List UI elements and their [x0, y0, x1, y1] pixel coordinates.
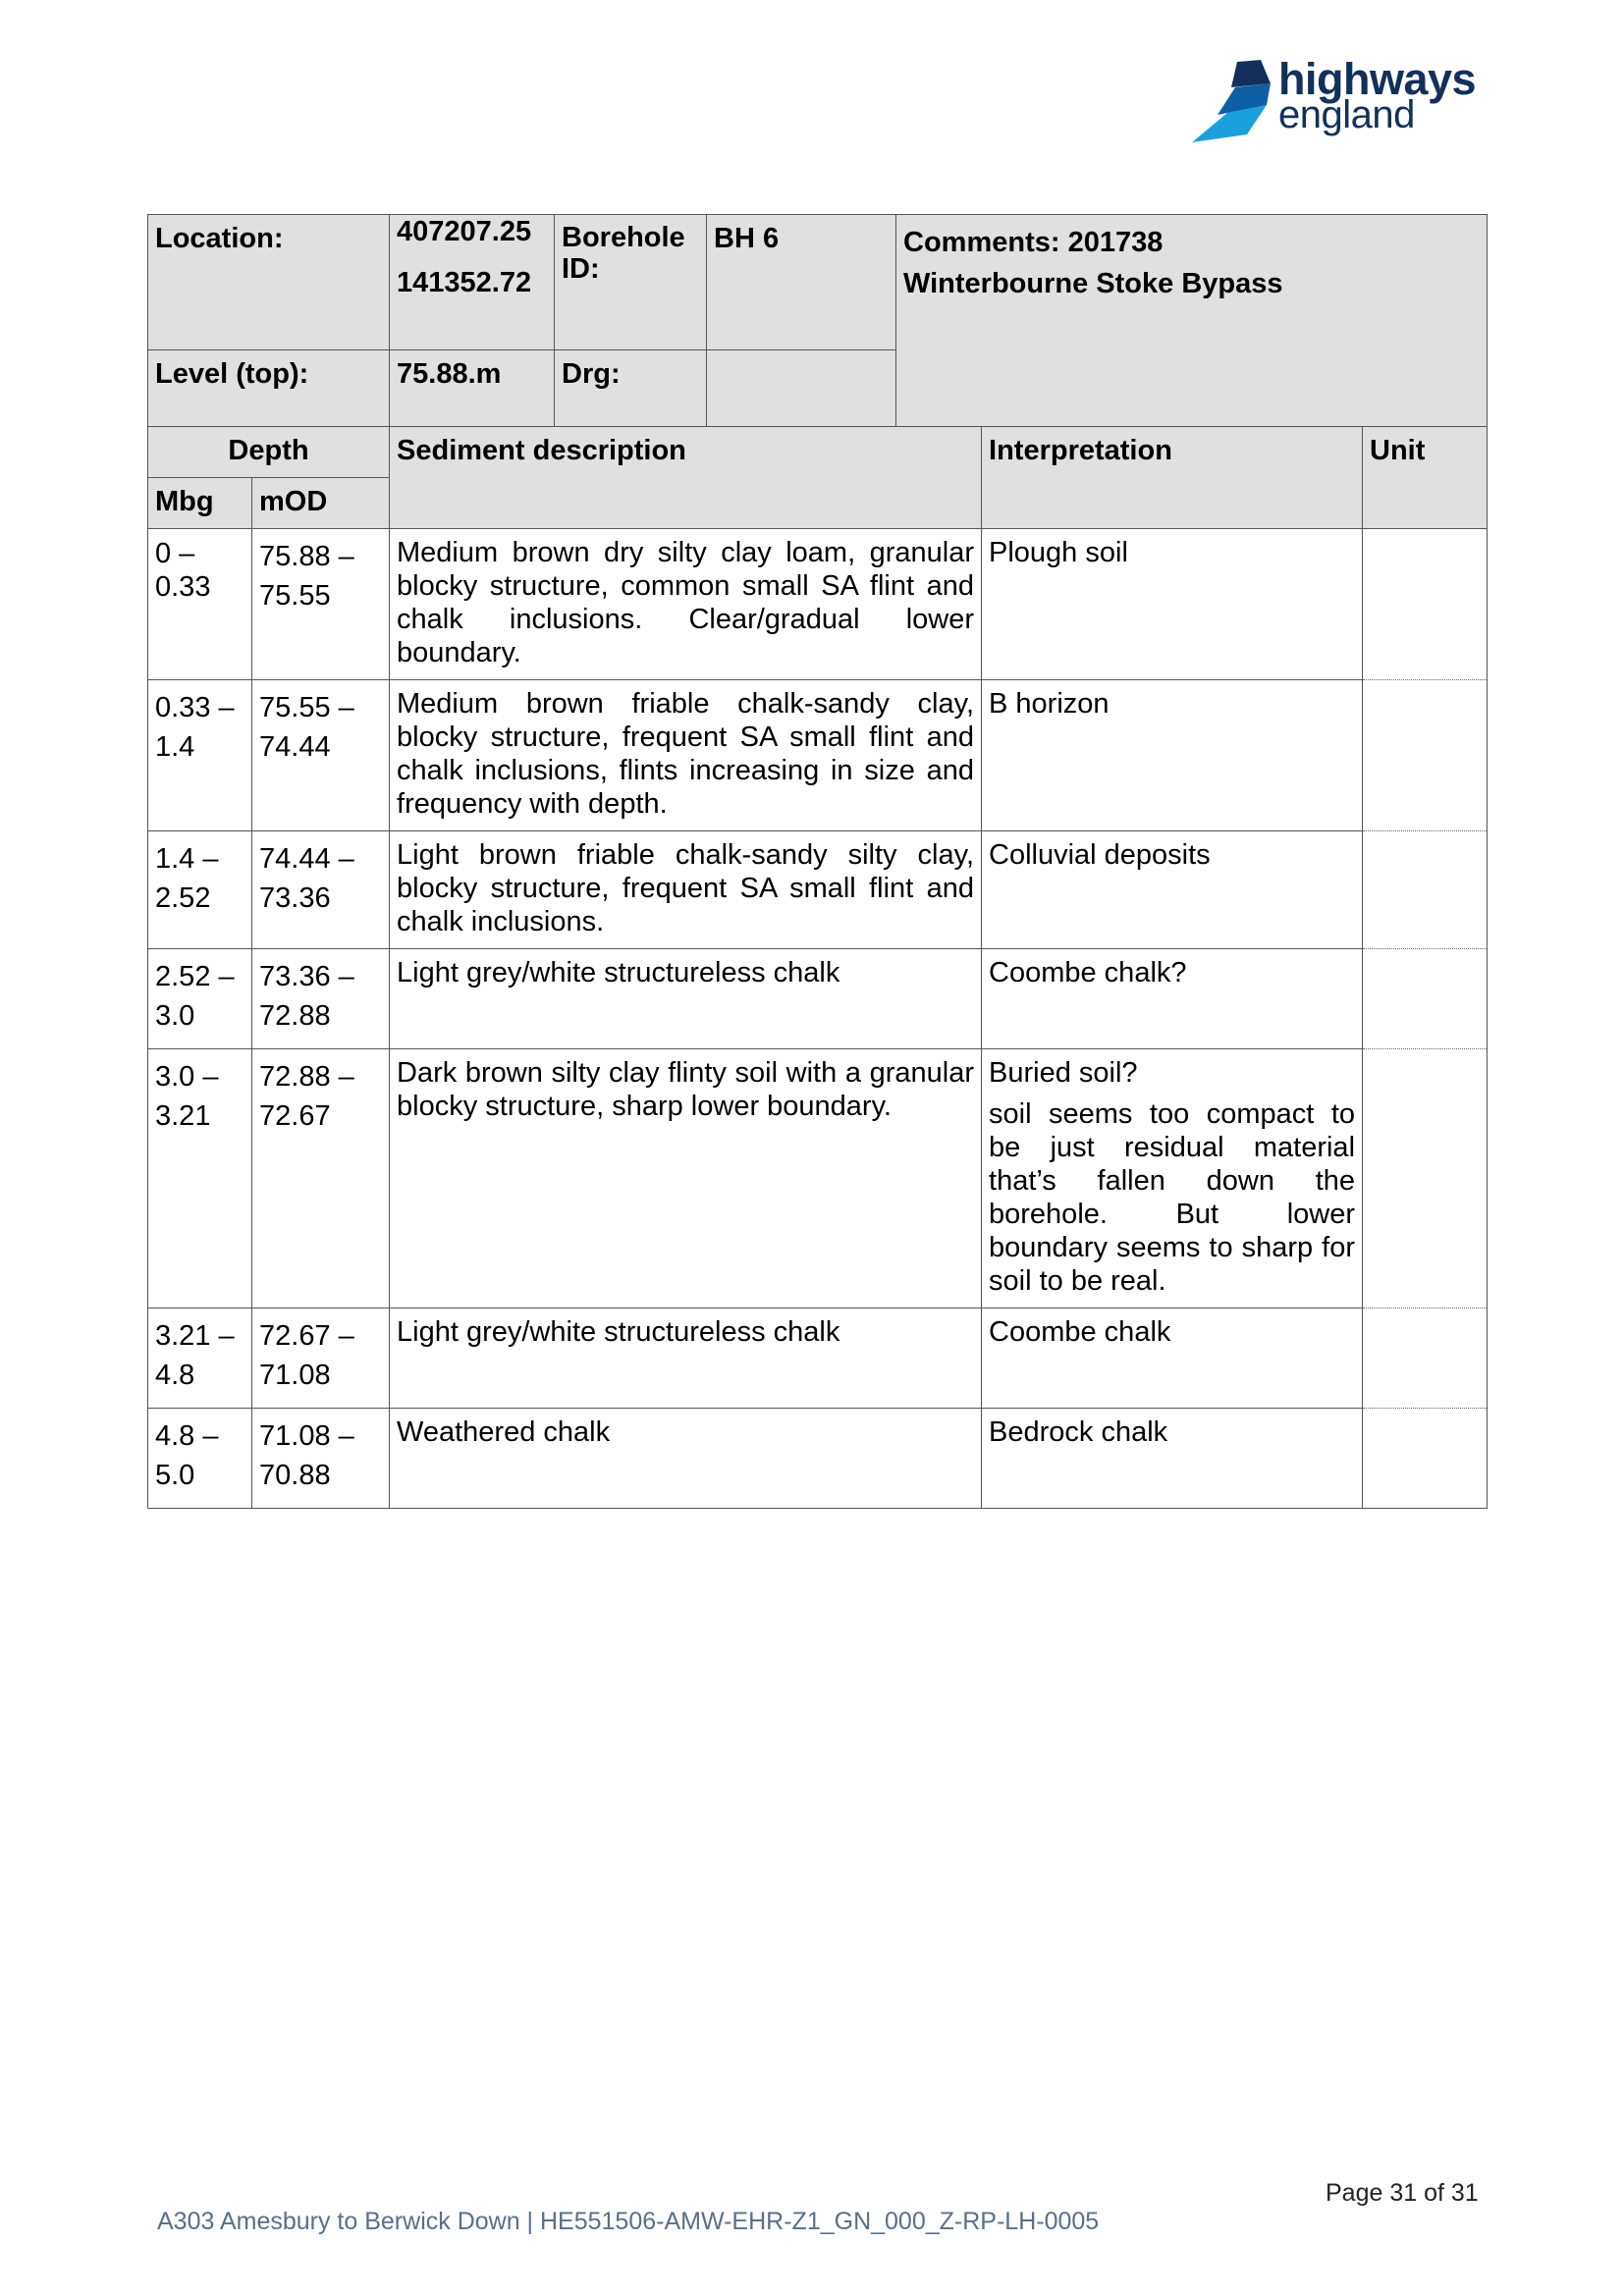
mod-cell: 71.08 – 70.88	[252, 1409, 390, 1509]
northing: 141352.72	[397, 267, 532, 298]
interpretation-cell	[982, 1049, 1363, 1308]
mbg-cell: 2.52 – 3.0	[148, 949, 252, 1049]
logo-mark-icon	[1188, 54, 1281, 147]
interpretation-cell: Bedrock chalk	[982, 1409, 1363, 1509]
mbg-cell: 1.4 – 2.52	[148, 831, 252, 949]
level-label: Level (top):	[148, 350, 390, 427]
mod-cell: 75.88 – 75.55	[252, 529, 390, 680]
site-name: Winterbourne Stoke Bypass	[903, 268, 1283, 299]
drg-label: Drg:	[555, 350, 707, 427]
table-row	[148, 529, 1488, 680]
logo-text-england: england	[1278, 93, 1415, 136]
borehole-label: Borehole ID:	[555, 215, 707, 350]
interpretation-header: Interpretation	[982, 427, 1363, 529]
page-number: Page 31 of 31	[1326, 2179, 1479, 2207]
table-row	[148, 680, 1488, 831]
sediment-cell: Weathered chalk	[390, 1409, 982, 1509]
table-row	[148, 1308, 1488, 1409]
sediment-cell: Medium brown friable chalk-sandy clay, blocky structure, frequent SA small flint and chalk inclusions, flints increasing in size and frequency with depth.	[390, 680, 982, 831]
table-row	[148, 949, 1488, 1049]
mod-cell: 73.36 – 72.88	[252, 949, 390, 1049]
logo-text-highways: highways	[1278, 54, 1477, 104]
sediment-cell: Light brown friable chalk-sandy silty clay, blocky structure, frequent SA small flint and chalk inclusions.	[390, 831, 982, 949]
interpretation-note: soil seems too compact to be just residual material that’s fallen down the borehole. But lower boundary seems to sharp for soil to be real.	[989, 1098, 1356, 1297]
comments-cell	[896, 215, 1488, 427]
interpretation-cell: Coombe chalk	[982, 1308, 1363, 1409]
unit-header: Unit	[1363, 427, 1488, 529]
sediment-log-table	[147, 426, 1488, 1509]
easting: 407207.25	[397, 216, 532, 247]
coordinates	[390, 215, 555, 350]
borehole-id: BH 6	[707, 215, 896, 350]
interpretation-text: Buried soil?	[989, 1057, 1138, 1089]
unit-cell	[1363, 831, 1488, 949]
mod-cell: 74.44 – 73.36	[252, 831, 390, 949]
document-reference: A303 Amesbury to Berwick Down | HE551506-AMW-EHR-Z1_GN_000_Z-RP-LH-0005	[157, 2208, 1100, 2235]
drg-value	[707, 350, 896, 427]
mbg-cell: 4.8 – 5.0	[148, 1409, 252, 1509]
sediment-header: Sediment description	[390, 427, 982, 529]
unit-cell	[1363, 529, 1488, 680]
depth-header: Depth	[148, 427, 390, 478]
location-label: Location:	[148, 215, 390, 350]
comments: Comments: 201738	[903, 227, 1164, 258]
unit-cell	[1363, 1409, 1488, 1509]
table-row	[148, 1409, 1488, 1509]
unit-cell	[1363, 949, 1488, 1049]
table-row	[148, 1049, 1488, 1308]
mbg-cell: 0 – 0.33	[148, 529, 252, 680]
interpretation-cell: Colluvial deposits	[982, 831, 1363, 949]
mbg-cell: 0.33 – 1.4	[148, 680, 252, 831]
unit-cell	[1363, 1049, 1488, 1308]
sediment-cell: Dark brown silty clay flinty soil with a granular blocky structure, sharp lower boundary.	[390, 1049, 982, 1308]
sediment-cell: Light grey/white structureless chalk	[390, 1308, 982, 1409]
mbg-header: Mbg	[148, 478, 252, 529]
mod-cell: 72.67 – 71.08	[252, 1308, 390, 1409]
borehole-header-table	[147, 214, 1488, 427]
mod-header: mOD	[252, 478, 390, 529]
unit-cell	[1363, 680, 1488, 831]
mbg-cell: 3.21 – 4.8	[148, 1308, 252, 1409]
unit-cell	[1363, 1308, 1488, 1409]
interpretation-cell: B horizon	[982, 680, 1363, 831]
level-value: 75.88.m	[390, 350, 555, 427]
sediment-cell: Light grey/white structureless chalk	[390, 949, 982, 1049]
mbg-cell: 3.0 – 3.21	[148, 1049, 252, 1308]
interpretation-cell: Coombe chalk?	[982, 949, 1363, 1049]
highways-england-logo	[1188, 54, 1483, 147]
table-row	[148, 831, 1488, 949]
mod-cell: 72.88 – 72.67	[252, 1049, 390, 1308]
sediment-cell: Medium brown dry silty clay loam, granular blocky structure, common small SA flint and chalk inclusions. Clear/gradual lower boundary.	[390, 529, 982, 680]
mod-cell: 75.55 – 74.44	[252, 680, 390, 831]
interpretation-cell: Plough soil	[982, 529, 1363, 680]
